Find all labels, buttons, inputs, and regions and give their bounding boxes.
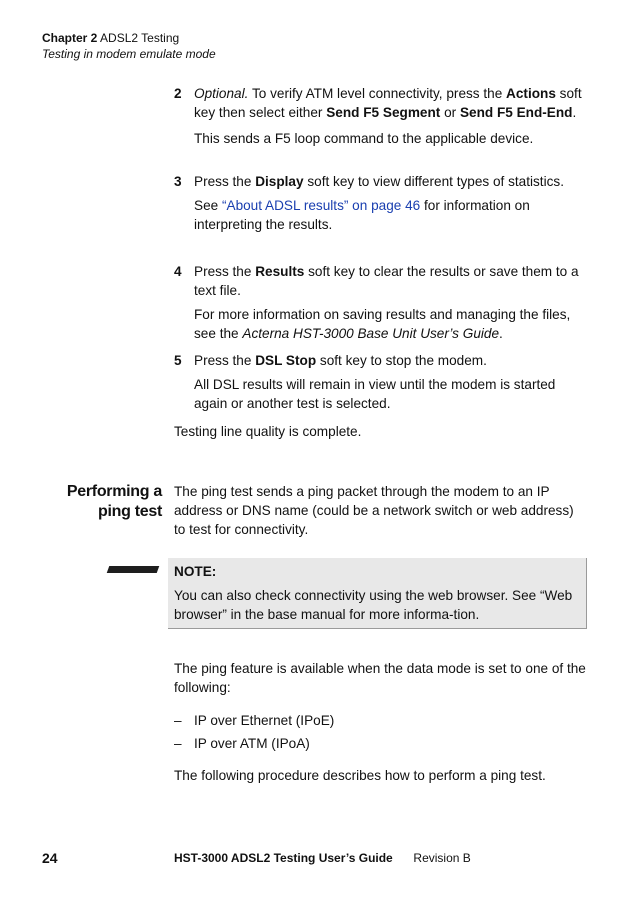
step-text: soft key to view different types of statistics. [303, 174, 564, 189]
step-detail [174, 196, 586, 234]
step-detail: This sends a F5 loop command to the applicable device. [194, 131, 534, 146]
section-heading [50, 482, 162, 522]
dash: – [174, 713, 182, 728]
step-detail: All DSL results will remain in view until the modem is started again or another test is selected. [194, 377, 556, 411]
ping-intro: The ping test sends a ping packet through the modem to an IP address or DNS name (could be a network switch or web address) to test for connectivity. [174, 484, 574, 537]
page-number: 24 [42, 850, 58, 866]
guide-reference: Acterna HST-3000 Base Unit User’s Guide [242, 326, 500, 341]
step-text: Press the [194, 353, 256, 368]
note-box [168, 558, 587, 629]
running-header [42, 30, 216, 62]
step-number: 3 [174, 174, 182, 189]
step-detail [174, 305, 586, 343]
procedure-intro: The following procedure describes how to perform a ping test. [174, 768, 546, 783]
section-title: Testing in modem emulate mode [42, 47, 216, 61]
chapter-title: ADSL2 Testing [100, 31, 180, 45]
step-number: 5 [174, 353, 182, 368]
chapter-line [42, 30, 216, 46]
list-item [174, 734, 586, 753]
step-2 [174, 84, 586, 148]
note-body: You can also check connectivity using the web browser. See “Web browser” in the base manual for more informa-tion. [174, 588, 573, 622]
send-f5-segment: Send F5 Segment [326, 105, 441, 120]
step-text: soft key to clear the results or save them to a text file. [194, 264, 579, 298]
see-text: See [194, 198, 222, 213]
step-text: or [440, 105, 460, 120]
mode-list [174, 711, 586, 753]
step-number: 4 [174, 264, 182, 279]
mode-label: IP over ATM (IPoA) [194, 736, 310, 751]
send-f5-end-end: Send F5 End-End [459, 105, 573, 120]
step-3 [174, 172, 586, 234]
step-4 [174, 262, 586, 343]
heading-line: ping test [98, 503, 162, 520]
step-text: To verify ATM level connectivity, press the [248, 86, 507, 101]
heading-line: Performing a [66, 483, 162, 500]
chapter-label: Chapter 2 [42, 31, 98, 45]
see-text: for information on interpreting the results. [194, 198, 530, 232]
note-marker [107, 566, 160, 573]
step-text: soft key then select either [194, 86, 582, 120]
list-item [174, 711, 586, 730]
revision: Revision B [413, 851, 471, 865]
availability-text: The ping feature is available when the data mode is set to one of the following: [174, 661, 586, 695]
footer-guide [174, 850, 471, 866]
about-adsl-results-link[interactable]: “About ADSL results” on page 46 [221, 198, 421, 213]
display-key: Display [255, 174, 304, 189]
step-5 [174, 351, 586, 413]
dash: – [174, 736, 182, 751]
step-text: . [572, 105, 577, 120]
completion-text: Testing line quality is complete. [174, 424, 362, 439]
mode-label: IP over Ethernet (IPoE) [194, 713, 335, 728]
actions-key: Actions [506, 86, 556, 101]
step-text: Press the [194, 174, 256, 189]
step-text: For more information on saving results and managing the files, see the [194, 307, 571, 341]
dsl-stop-key: DSL Stop [255, 353, 317, 368]
step-text: . [499, 326, 503, 341]
step-text: soft key to stop the modem. [316, 353, 487, 368]
step-text: Press the [194, 264, 256, 279]
guide-title: HST-3000 ADSL2 Testing User’s Guide [174, 851, 393, 865]
step-number: 2 [174, 86, 182, 101]
note-title: NOTE: [174, 564, 217, 579]
results-key: Results [255, 264, 305, 279]
optional-label: Optional. [194, 86, 249, 101]
